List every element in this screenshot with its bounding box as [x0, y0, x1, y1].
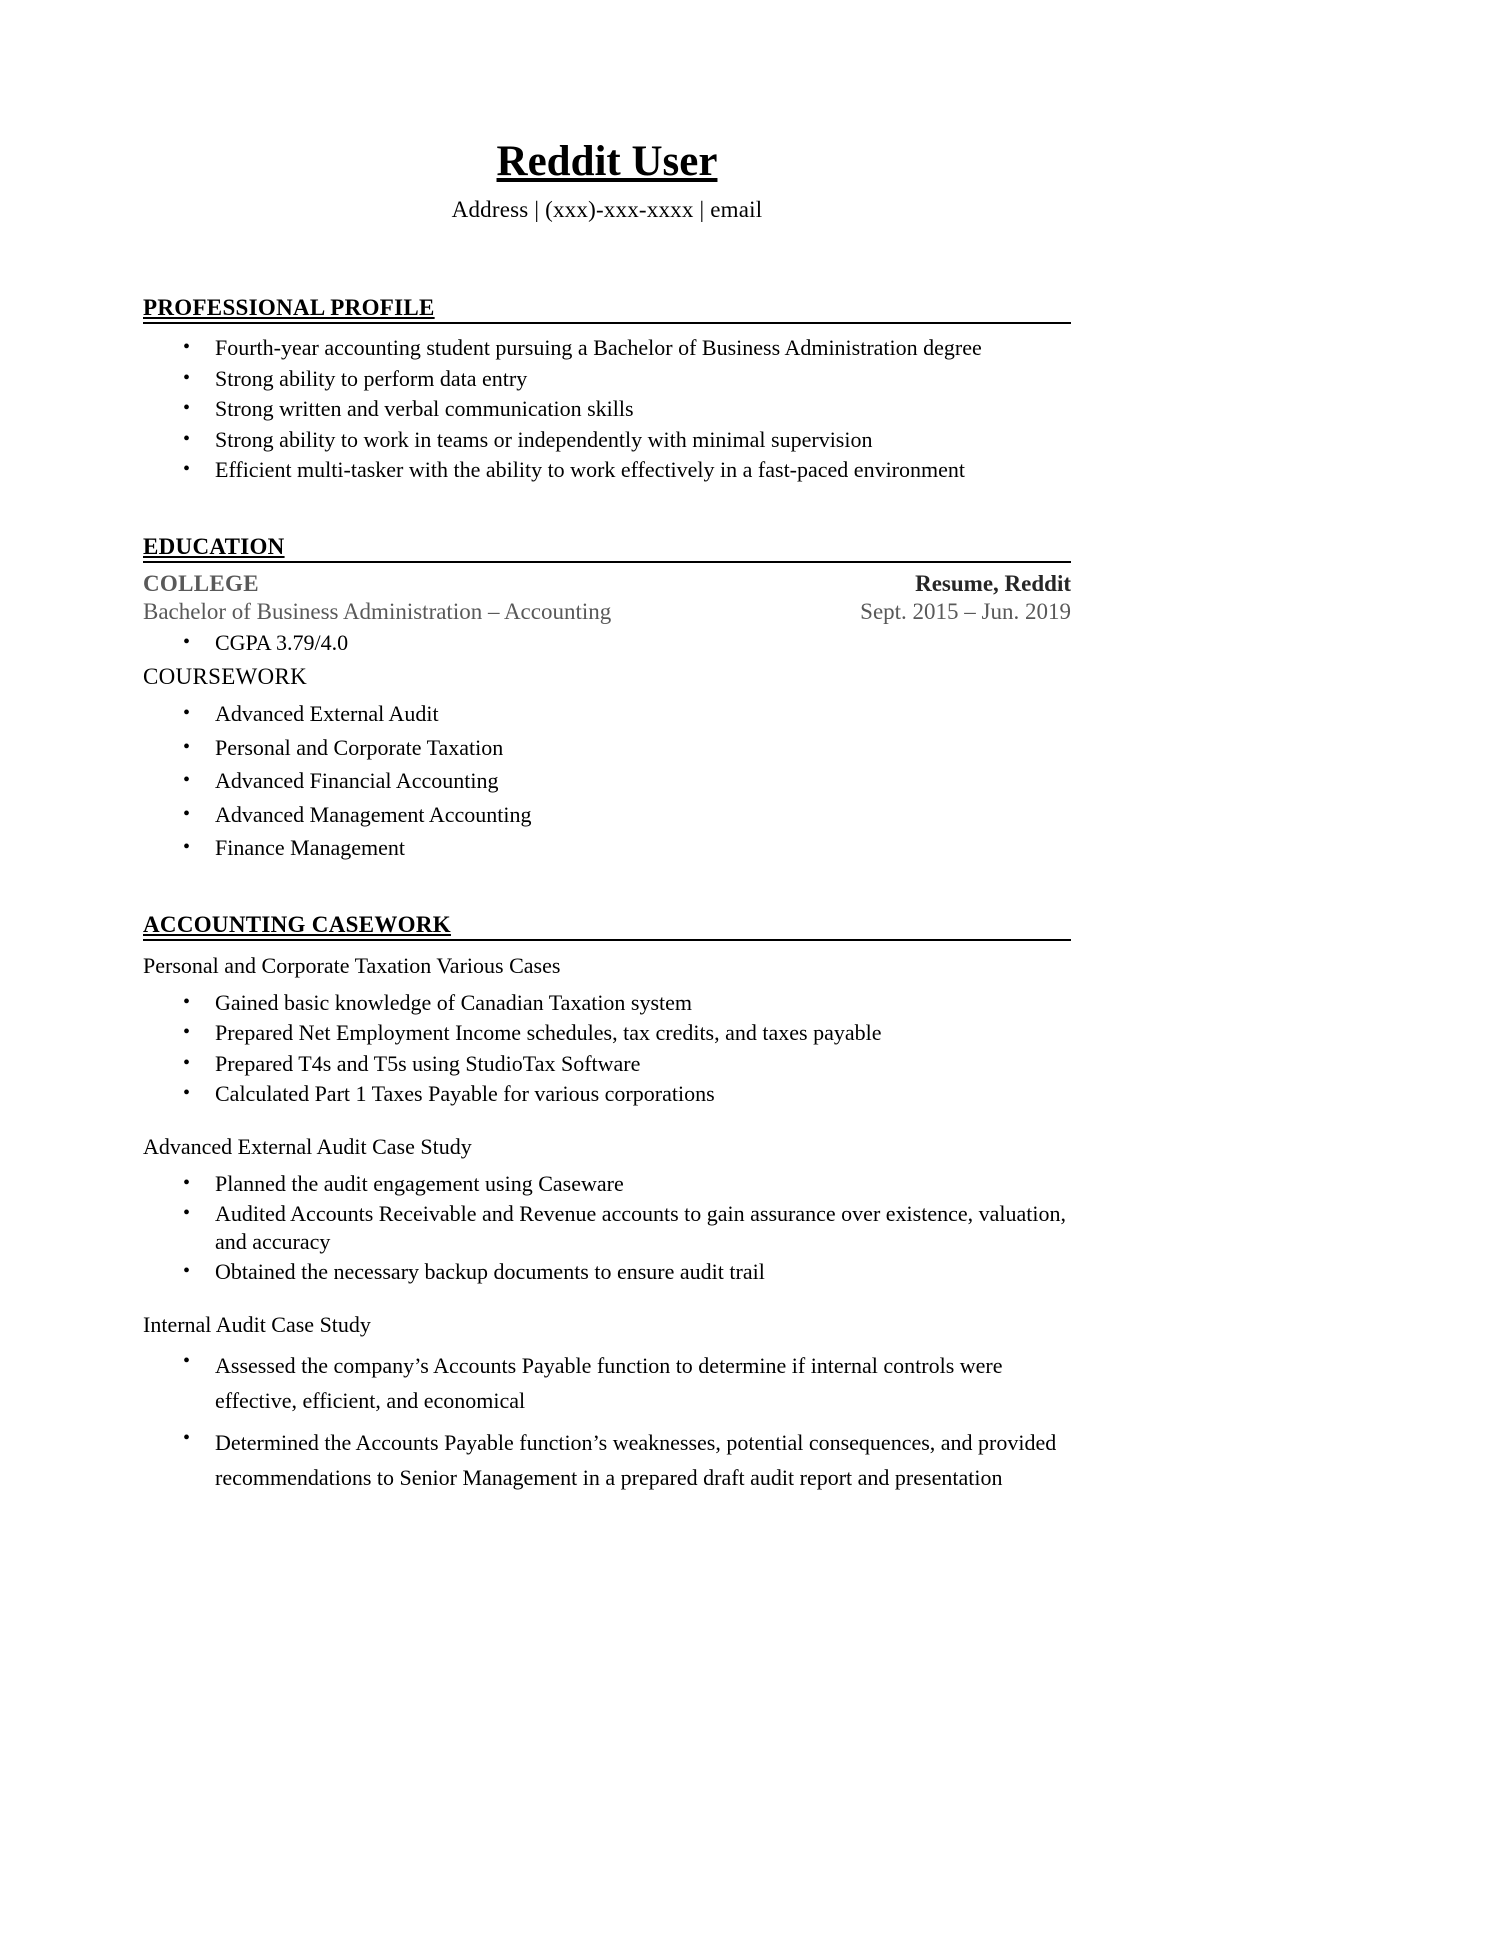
coursework-label: COURSEWORK [143, 664, 308, 690]
bullet-marker: • [183, 1202, 191, 1225]
degree-name: Bachelor of Business Administration – Accounting [143, 598, 612, 624]
list-item [143, 700, 1071, 728]
bullet-text: Finance Management [215, 835, 405, 861]
bullet-text: Strong ability to perform data entry [215, 365, 528, 391]
section-heading-text: ACCOUNTING CASEWORK [143, 911, 451, 937]
education-school-row [143, 571, 1071, 597]
list-item [143, 989, 1071, 1017]
bullet-text: Fourth-year accounting student pursuing a Bachelor of Business Administration degree [215, 335, 982, 361]
list-item [143, 1425, 1071, 1495]
section-heading-professional-profile [143, 295, 1071, 324]
bullet-marker: • [183, 1082, 191, 1105]
education-degree-row [143, 599, 1071, 625]
bullet-text: Efficient multi-tasker with the ability to work effectively in a fast-paced environment [215, 457, 965, 483]
list-item [143, 1050, 1071, 1078]
casework-bullet-list [143, 1170, 1071, 1286]
bullet-marker: • [183, 1349, 191, 1372]
bullet-marker: • [183, 702, 191, 725]
bullet-marker: • [183, 1171, 191, 1194]
casework-group-title: Advanced External Audit Case Study [143, 1133, 472, 1159]
list-item [143, 1348, 1071, 1418]
school-name: COLLEGE [143, 570, 259, 596]
page-title [143, 138, 1071, 185]
list-item [143, 767, 1071, 795]
profile-bullet-list [143, 334, 1071, 484]
list-item [143, 629, 1071, 657]
bullet-marker: • [183, 836, 191, 859]
section-heading-education [143, 534, 1071, 563]
resume-content [143, 0, 1071, 1496]
bullet-text: Prepared Net Employment Income schedules, tax credits, and taxes payable [215, 1020, 882, 1046]
casework-group-title: Internal Audit Case Study [143, 1311, 371, 1337]
list-item [143, 426, 1071, 454]
bullet-text: Determined the Accounts Payable function’s weaknesses, potential consequences, and provided recommendations to Senior Management in a prepared draft audit report and presentation [215, 1430, 1057, 1491]
section-professional-profile [143, 295, 1071, 484]
bullet-text: Planned the audit engagement using Caseware [215, 1170, 624, 1196]
casework-bullet-list [143, 989, 1071, 1108]
list-item [143, 1080, 1071, 1108]
bullet-text: Advanced Management Accounting [215, 801, 532, 827]
bullet-marker: • [183, 990, 191, 1013]
bullet-marker: • [183, 630, 191, 653]
list-item [143, 734, 1071, 762]
bullet-text: Strong written and verbal communication skills [215, 396, 634, 422]
list-item [143, 1258, 1071, 1286]
list-item [143, 365, 1071, 393]
bullet-text: Obtained the necessary backup documents to ensure audit trail [215, 1259, 765, 1285]
list-item [143, 456, 1071, 484]
bullet-text: Assessed the company’s Accounts Payable function to determine if internal controls were effective, efficient, and economical [215, 1352, 1003, 1413]
bullet-text: Calculated Part 1 Taxes Payable for various corporations [215, 1081, 715, 1107]
page-title-text: Reddit User [496, 138, 718, 185]
bullet-text: Prepared T4s and T5s using StudioTax Software [215, 1050, 641, 1076]
school-right-label: Resume, Reddit [915, 570, 1071, 596]
bullet-marker: • [183, 366, 191, 389]
list-item [143, 395, 1071, 423]
bullet-marker: • [183, 1021, 191, 1044]
bullet-marker: • [183, 336, 191, 359]
list-item [143, 1019, 1071, 1047]
section-education [143, 534, 1071, 862]
casework-group-title: Personal and Corporate Taxation Various Cases [143, 952, 561, 978]
bullet-text: Gained basic knowledge of Canadian Taxation system [215, 989, 693, 1015]
degree-dates: Sept. 2015 – Jun. 2019 [860, 598, 1071, 624]
list-item [143, 334, 1071, 362]
bullet-marker: • [183, 802, 191, 825]
section-heading-text: EDUCATION [143, 533, 285, 559]
list-item [143, 1170, 1071, 1198]
casework-bullet-list [143, 1348, 1071, 1496]
bullet-text: Advanced External Audit [215, 701, 439, 727]
bullet-marker: • [183, 1051, 191, 1074]
bullet-marker: • [183, 1427, 191, 1450]
bullet-text: Advanced Financial Accounting [215, 768, 499, 794]
section-accounting-casework [143, 912, 1071, 1496]
list-item [143, 801, 1071, 829]
section-heading-accounting-casework [143, 912, 1071, 941]
bullet-marker: • [183, 769, 191, 792]
list-item [143, 1200, 1071, 1255]
gpa-bullet-list [143, 629, 1071, 657]
bullet-text: Personal and Corporate Taxation [215, 734, 504, 760]
bullet-marker: • [183, 397, 191, 420]
bullet-text: Strong ability to work in teams or independently with minimal supervision [215, 426, 873, 452]
list-item [143, 834, 1071, 862]
bullet-marker: • [183, 427, 191, 450]
section-heading-text: PROFESSIONAL PROFILE [143, 295, 435, 321]
bullet-text: Audited Accounts Receivable and Revenue accounts to gain assurance over existence, valuation, and accuracy [215, 1201, 1066, 1254]
coursework-bullet-list [143, 700, 1071, 862]
contact-line: Address | (xxx)-xxx-xxxx | email [451, 197, 763, 223]
bullet-marker: • [183, 458, 191, 481]
bullet-marker: • [183, 1260, 191, 1283]
bullet-text: CGPA 3.79/4.0 [215, 629, 349, 655]
bullet-marker: • [183, 735, 191, 758]
